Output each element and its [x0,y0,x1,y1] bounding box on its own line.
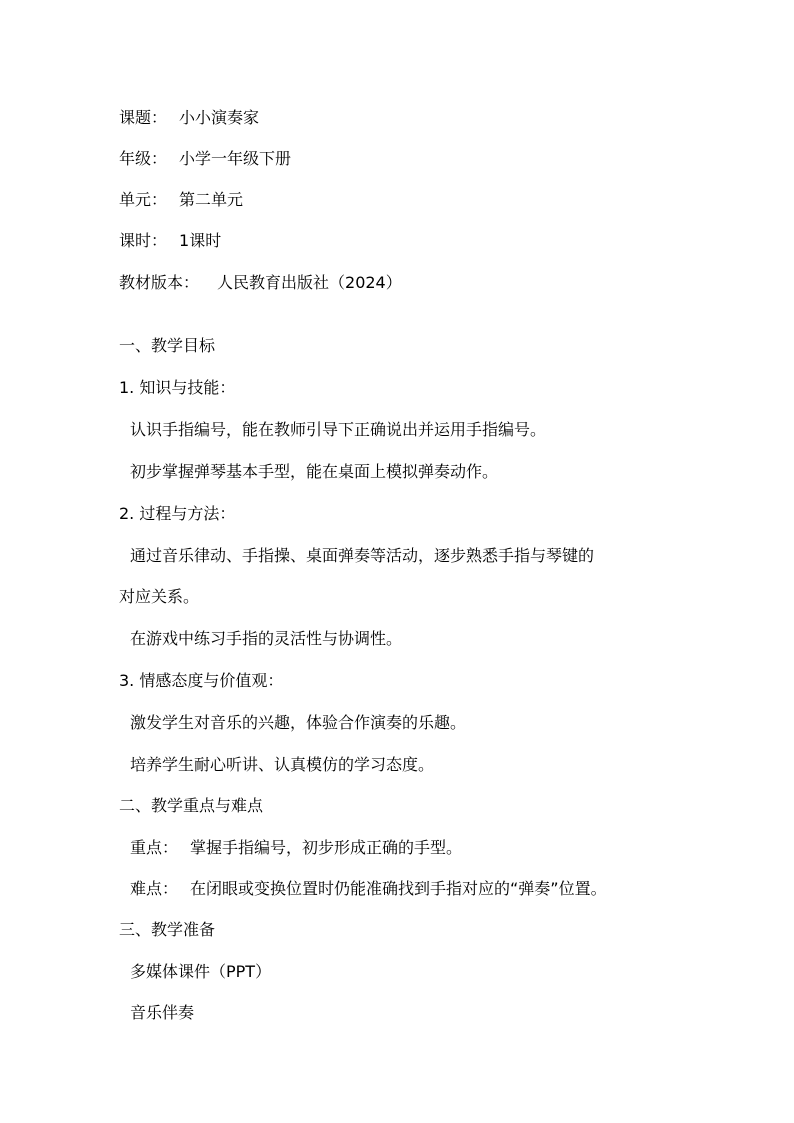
unit-line [119,190,243,210]
topic-line [119,108,259,128]
section1-title: 一、教学目标 [119,336,216,355]
sub3-item-1: 激发学生对音乐的兴趣，体验合作演奏的乐趣。 [130,713,467,732]
hours-value: 1课时 [179,231,222,250]
sub1-item-2: 初步掌握弹琴基本手型，能在桌面上模拟弹奏动作。 [130,462,499,481]
difficulty-label: 难点： [130,879,179,898]
difficulty-line [130,879,607,899]
unit-value: 第二单元 [179,190,244,209]
sub1-title: 1. 知识与技能： [119,378,236,397]
sub2-item-1-line-1: 通过音乐律动、手指操、桌面弹奏等活动，逐步熟悉手指与琴键的 [130,546,595,565]
unit-label: 单元： [119,190,168,209]
difficulty-value: 在闭眼或变换位置时仍能准确找到手指对应的“弹奏”位置。 [190,879,607,898]
section3-title: 三、教学准备 [119,920,216,939]
hours-label: 课时： [119,231,168,250]
grade-label: 年级： [119,149,168,168]
prep-item-1: 多媒体课件（PPT） [130,962,272,981]
sub3-item-2: 培养学生耐心听讲、认真模仿的学习态度。 [130,755,435,774]
sub3-title: 3. 情感态度与价值观： [119,671,284,690]
topic-value: 小小演奏家 [179,108,260,127]
edition-label: 教材版本： [119,273,200,292]
sub2-item-2: 在游戏中练习手指的灵活性与协调性。 [130,629,403,648]
key-point-label: 重点： [130,838,179,857]
edition-line [119,273,402,293]
key-point-line [130,838,462,858]
hours-line [119,231,221,251]
section2-title: 二、教学重点与难点 [119,796,264,815]
grade-value: 小学一年级下册 [179,149,292,168]
topic-label: 课题： [119,108,168,127]
key-point-value: 掌握手指编号，初步形成正确的手型。 [190,838,463,857]
sub2-item-1-line-2: 对应关系。 [119,587,200,606]
edition-value: 人民教育出版社（2024） [217,273,402,292]
grade-line [119,149,291,169]
prep-item-2: 音乐伴奏 [130,1003,195,1022]
sub2-title: 2. 过程与方法： [119,504,236,523]
sub1-item-1: 认识手指编号，能在教师引导下正确说出并运用手指编号。 [130,420,547,439]
